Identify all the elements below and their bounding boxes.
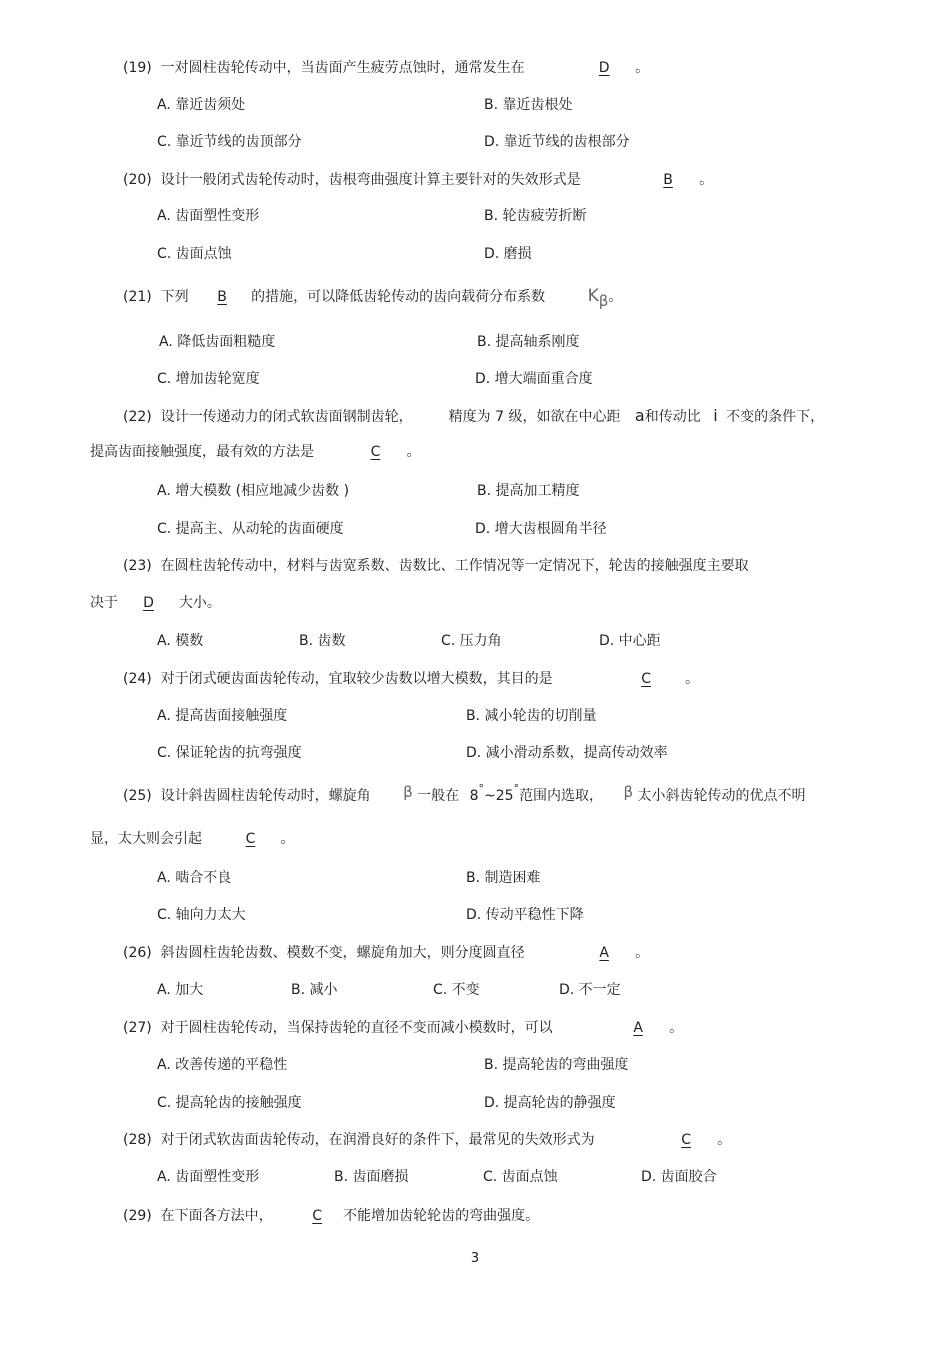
degree-mark: ° [478, 782, 485, 795]
option-a: A. 靠近齿须处 [157, 97, 246, 113]
question-27: (27) 对于圆柱齿轮传动，当保持齿轮的直径不变而减小模数时，可以 A 。 [123, 1020, 684, 1036]
question-24: (24) 对于闭式硬齿面齿轮传动，宜取较少齿数以增大模数，其目的是 C 。 [123, 671, 700, 687]
question-number: (29) [123, 1208, 152, 1224]
option-c: C. 提高轮齿的接触强度 [157, 1095, 302, 1111]
question-number: (24) [123, 671, 152, 687]
question-number: (27) [123, 1020, 152, 1036]
option-d: D. 不一定 [559, 982, 621, 998]
answer-blank: C [641, 671, 651, 687]
degree-mark: ° [513, 782, 520, 795]
question-text: 设计一般闭式齿轮传动时，齿根弯曲强度计算主要针对的失效形式是 [160, 172, 581, 188]
question-22: (22) 设计一传递动力的闭式软齿面钢制齿轮， 精度为 7 级，如欲在中心距 a和传动比 i 不变的条件下， [123, 406, 825, 425]
beta-symbol: β [403, 783, 413, 801]
option-b: B. 制造困难 [466, 870, 541, 886]
question-number: (28) [123, 1132, 152, 1148]
question-number: (20) [123, 172, 152, 188]
option-d: D. 传动平稳性下降 [466, 907, 584, 923]
question-number: (22) [123, 409, 152, 425]
question-29: (29) 在下面各方法中， C 不能增加齿轮轮齿的弯曲强度。 [123, 1208, 540, 1224]
option-b: B. 齿面磨损 [334, 1169, 409, 1185]
option-c: C. 轴向力太大 [157, 907, 246, 923]
page-number: 3 [470, 1251, 480, 1266]
option-c: C. 增加齿轮宽度 [157, 371, 260, 387]
option-c: C. 不变 [433, 982, 480, 998]
option-c: C. 保证轮齿的抗弯强度 [157, 745, 302, 761]
answer-blank: A [599, 945, 609, 961]
option-b: B. 减小轮齿的切削量 [466, 708, 597, 724]
option-d: D. 中心距 [599, 633, 661, 649]
option-d: D. 靠近节线的齿根部分 [484, 134, 630, 150]
option-d: D. 提高轮齿的静强度 [484, 1095, 616, 1111]
question-text: 对于圆柱齿轮传动，当保持齿轮的直径不变而减小模数时，可以 [160, 1020, 553, 1036]
beta-subscript: β [598, 292, 609, 310]
option-b: B. 提高轴系刚度 [477, 334, 580, 350]
option-a: A. 啮合不良 [157, 870, 232, 886]
answer-blank: C [681, 1132, 691, 1148]
option-c: C. 提高主、从动轮的齿面硬度 [157, 521, 344, 537]
question-21: (21) 下列 B 的措施，可以降低齿轮传动的齿向载荷分布系数 Kβ。 [123, 286, 623, 310]
question-text: 斜齿圆柱齿轮齿数、模数不变，螺旋角加大，则分度圆直径 [160, 945, 525, 961]
option-b: B. 齿数 [299, 633, 346, 649]
option-a: A. 提高齿面接触强度 [157, 708, 288, 724]
question-23 [123, 556, 749, 576]
option-b: B. 轮齿疲劳折断 [484, 208, 587, 224]
option-b: B. 提高轮齿的弯曲强度 [484, 1057, 629, 1073]
answer-blank: C [312, 1208, 322, 1224]
option-c: C. 靠近节线的齿顶部分 [157, 134, 302, 150]
ratio-symbol: i [713, 406, 718, 425]
answer-blank: B [217, 289, 227, 305]
question-19: (19) 一对圆柱齿轮传动中，当齿面产生疲劳点蚀时，通常发生在 D 。 [123, 60, 650, 76]
question-25-line2: 显，太大则会引起 C 。 [90, 831, 295, 847]
question-text: 在圆柱齿轮传动中，材料与齿宽系数、齿数比、工作情况等一定情况下，轮齿的接触强度主要取 [160, 558, 749, 574]
question-28: (28) 对于闭式软齿面齿轮传动，在润滑良好的条件下，最常见的失效形式为 C 。 [123, 1132, 732, 1148]
answer-blank: B [663, 172, 673, 188]
option-b: B. 减小 [291, 982, 338, 998]
option-c: C. 齿面点蚀 [483, 1169, 558, 1185]
option-a: A. 降低齿面粗糙度 [159, 334, 276, 350]
answer-blank: C [370, 444, 381, 460]
option-c: C. 压力角 [441, 633, 502, 649]
question-20: (20) 设计一般闭式齿轮传动时，齿根弯曲强度计算主要针对的失效形式是 B 。 [123, 172, 714, 188]
question-22-line2: 提高齿面接触强度，最有效的方法是 C 。 [90, 444, 421, 460]
load-factor-symbol: K [587, 286, 599, 306]
question-number: (26) [123, 945, 152, 961]
question-23-line2: 决于 D 大小。 [90, 595, 221, 611]
question-text: 对于闭式软齿面齿轮传动，在润滑良好的条件下，最常见的失效形式为 [160, 1132, 595, 1148]
question-number: (19) [123, 60, 152, 76]
question-25: (25) 设计斜齿圆柱齿轮传动时，螺旋角 β 一般在 8°~25°范围内选取， β 太小斜齿轮传动的优点不明 [123, 782, 806, 804]
question-26: (26) 斜齿圆柱齿轮齿数、模数不变，螺旋角加大，则分度圆直径 A 。 [123, 945, 650, 961]
option-a: A. 加大 [157, 982, 204, 998]
center-distance-symbol: a [634, 406, 645, 425]
option-d: D. 磨损 [484, 246, 532, 262]
question-number: (23) [123, 558, 152, 574]
option-c: C. 齿面点蚀 [157, 246, 232, 262]
option-b: B. 提高加工精度 [477, 483, 580, 499]
answer-blank: D [143, 595, 154, 611]
question-text: 一对圆柱齿轮传动中，当齿面产生疲劳点蚀时，通常发生在 [160, 60, 525, 76]
answer-blank: A [633, 1020, 643, 1036]
answer-blank: C [245, 831, 256, 847]
option-d: D. 增大齿根圆角半径 [475, 521, 607, 537]
option-d: D. 齿面胶合 [641, 1169, 717, 1185]
question-number: (25) [123, 788, 152, 804]
beta-symbol: β [623, 783, 634, 801]
question-number: (21) [123, 289, 152, 305]
option-a: A. 增大模数 (相应地减少齿数 ) [157, 483, 350, 499]
option-d: D. 减小滑动系数，提高传动效率 [466, 745, 668, 761]
answer-blank: D [598, 60, 610, 76]
option-a: A. 齿面塑性变形 [157, 208, 260, 224]
option-d: D. 增大端面重合度 [475, 371, 593, 387]
option-a: A. 改善传递的平稳性 [157, 1057, 288, 1073]
option-a: A. 齿面塑性变形 [157, 1169, 260, 1185]
option-a: A. 模数 [157, 633, 204, 649]
question-text: 对于闭式硬齿面齿轮传动，宜取较少齿数以增大模数，其目的是 [160, 671, 553, 687]
option-b: B. 靠近齿根处 [484, 97, 573, 113]
